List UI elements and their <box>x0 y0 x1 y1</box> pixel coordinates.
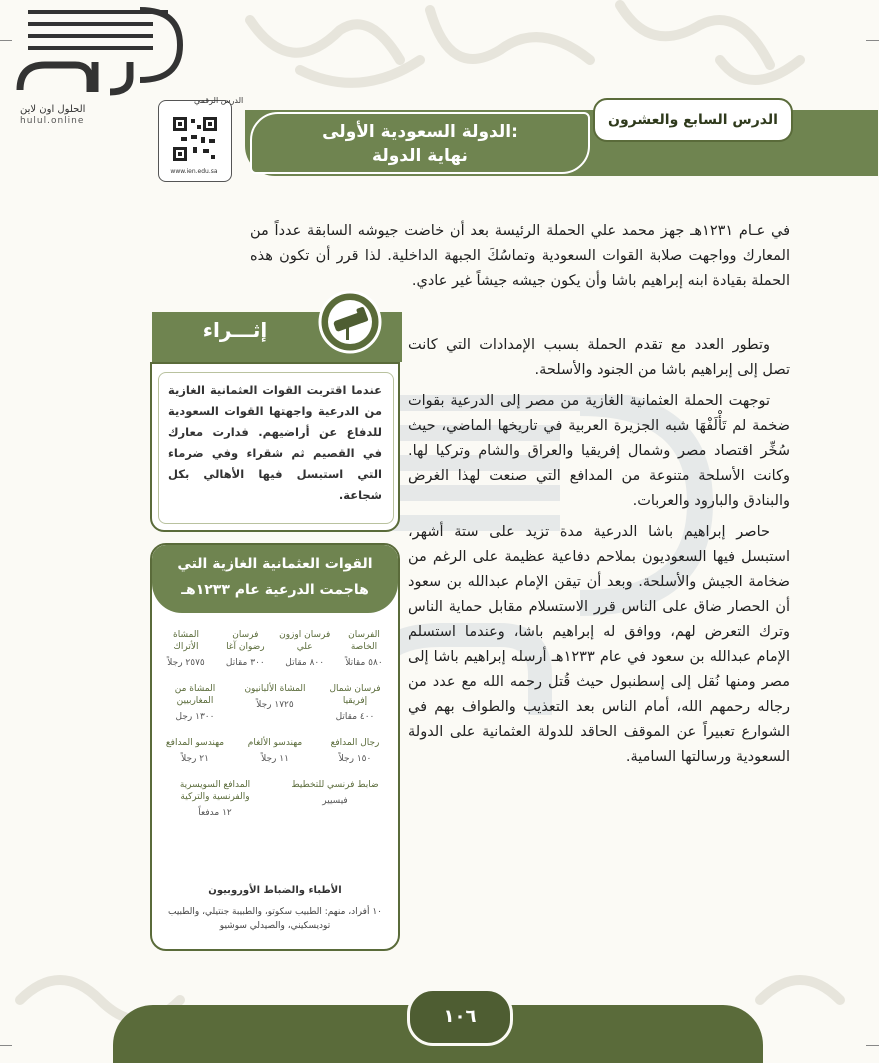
page-number: ١٠٦ <box>407 988 513 1046</box>
forces-cell <box>160 683 230 723</box>
forces-infographic <box>150 543 400 951</box>
force-name: المشاة الأتراك <box>173 630 199 652</box>
force-name: رجال المدافع <box>330 738 380 748</box>
force-name: فرسان رضوان آغا <box>226 630 265 652</box>
lesson-title <box>250 112 590 174</box>
forces-cell <box>320 683 390 723</box>
paragraph-reinforcements: وتطور العدد مع تقدم الحملة بسبب الإمدادات التي كانت تصل إلى إبراهيم باشا من الجنود والأسلحة. <box>408 337 790 378</box>
force-count: ٨٠٠ مقاتل <box>285 658 325 668</box>
qr-code-icon <box>173 117 217 161</box>
crop-mark <box>0 40 12 41</box>
force-name: ضابط فرنسي للتخطيط <box>291 780 379 790</box>
forces-cell <box>219 629 271 669</box>
crop-mark <box>0 1045 12 1046</box>
force-name: فرسان اوزون علي <box>279 630 331 652</box>
forces-title: القوات العثمانية الغازية التي هاجمت الدرعية عام ١٢٣٣هـ <box>152 545 398 613</box>
forces-row <box>160 683 390 723</box>
crop-mark <box>866 40 879 41</box>
force-name: فرسان شمال إفريقيا <box>329 684 381 706</box>
forces-cell <box>240 683 310 723</box>
crop-mark <box>866 1045 879 1046</box>
forces-cell <box>240 737 310 765</box>
forces-row <box>160 779 390 819</box>
lesson-title-line1: الدولة السعودية الأولى: <box>322 122 518 142</box>
force-name: الفرسان الخاصة <box>348 630 380 652</box>
paragraph-campaign: توجهت الحملة العثمانية الغازية من مصر إلى الدرعية بقوات ضخمة لم تَأْلَفْهَا شبه الجزيرة العربية في تاريخها الماضي، حيث سُخِّر اقتصاد مصر وشمال إفريقيا والعراق والشام وتركيا لها. وكانت الأسلحة متنوعة من المدافع التي صنعت لهذا الغرض والبنادق والبارود والعربات. <box>408 393 790 509</box>
forces-cell <box>280 779 390 819</box>
force-name: المشاة الألبانيون <box>244 684 306 694</box>
forces-cell <box>160 779 270 819</box>
telescope-icon <box>318 290 382 354</box>
force-count: ١٧٢٥ رجلاً <box>256 700 294 710</box>
forces-row <box>160 629 390 669</box>
qr-url: www.ien.edu.sa <box>170 168 218 175</box>
european-staff-text: ١٠ أفراد، منهم: الطبيب سكوتو، والطبيبة جنتيلي، والطبيب توديسكيني، والصيدلي سوشيو <box>168 907 382 931</box>
force-name: المشاة من المغاربيين <box>174 684 216 706</box>
force-count: ٢٥٧٥ رجلاً <box>167 658 205 668</box>
force-count: ٣٠٠ مقاتل <box>225 658 265 668</box>
lesson-title-line2: نهاية الدولة <box>372 146 468 166</box>
force-name: مهندسو المدافع <box>165 738 225 748</box>
forces-cell <box>160 629 212 669</box>
force-count: فيسيير <box>322 796 348 806</box>
force-count: ١٥٠ رجلاً <box>338 754 372 764</box>
force-count: ٢١ رجلاً <box>181 754 209 764</box>
lesson-number-tag: الدرس السابع والعشرون <box>593 98 793 142</box>
enrichment-text: عندما اقتربت القوات العثمانية الغازية من الدرعية واجهتها القوات السعودية للدفاع عن أراضيهم. فدارت معارك في القصيم ثم شقراء وفي ضرماء التي استبسل فيها الأهالي بكل شجاعة. <box>168 383 382 502</box>
forces-cell <box>160 737 230 765</box>
force-count: ٥٨٠ مقاتلاً <box>345 658 383 668</box>
intro-paragraph: في عـام ١٢٣١هـ جهز محمد علي الحملة الرئيسة بعد أن خاضت جيوشه السابقة عدداً من المعارك وواجهت صلابة القوات السعودية وتماسُكَ الجبهة الداخلية. لذا قرر أن تكون هذه الحملة بقيادة ابنه إبراهيم باشا وأن يكون جيشه جيشاً غير عادي. <box>250 223 790 289</box>
paragraph-siege: حاصر إبراهيم باشا الدرعية مدة تزيد على ستة أشهر، استبسل فيها السعوديون بملاحم دفاعية عظيمة على الرغم من ضخامة الجيش والأسلحة. وبعد أن تيقن الإمام عبدالله بن سعود أن الحصار ضاق على الناس قرر الاستسلام مقابل حماية الناس وترك التعرض لهم، ووافق له إبراهيم باشا، وعندما استسلم الإمام عبدالله بن سعود في عام ١٢٣٣هـ أرسله إبراهيم باشا إلى مصر ومنها نُقل إلى إسطنبول حيث قُتل رحمه الله مع عدد من رجاله رحمهم الله، أمام الناس بعد التعذيب والطواف بهم في الشوارع تعبيراً عن الموقف الحاقد للدولة العثمانية على الدولة السعودية ورسالتها السامية. <box>408 524 790 765</box>
forces-cell <box>338 629 390 669</box>
force-count: ١١ رجلاً <box>261 754 289 764</box>
logo-url-text: hulul.online <box>20 116 85 126</box>
logo-brand-text: الحلول اون لاين <box>20 104 86 115</box>
main-column <box>408 283 790 776</box>
force-count: ٤٠٠ مقاتل <box>335 712 375 722</box>
forces-cell <box>279 629 331 669</box>
forces-cell <box>320 737 390 765</box>
forces-row <box>160 737 390 765</box>
enrichment-title: إثـــراء <box>202 318 268 342</box>
forces-grid <box>160 629 390 833</box>
force-count: ١٢ مدفعاً <box>198 808 232 818</box>
force-name: مهندسو الألغام <box>247 738 303 748</box>
force-count: ١٣٠٠ رجل <box>175 712 215 722</box>
force-name: المدافع السويسرية والفرنسية والتركية <box>179 780 251 802</box>
european-staff-title: الأطباء والضباط الأوروبيون <box>208 885 342 896</box>
qr-label: الدرس الرقمي <box>194 96 244 105</box>
